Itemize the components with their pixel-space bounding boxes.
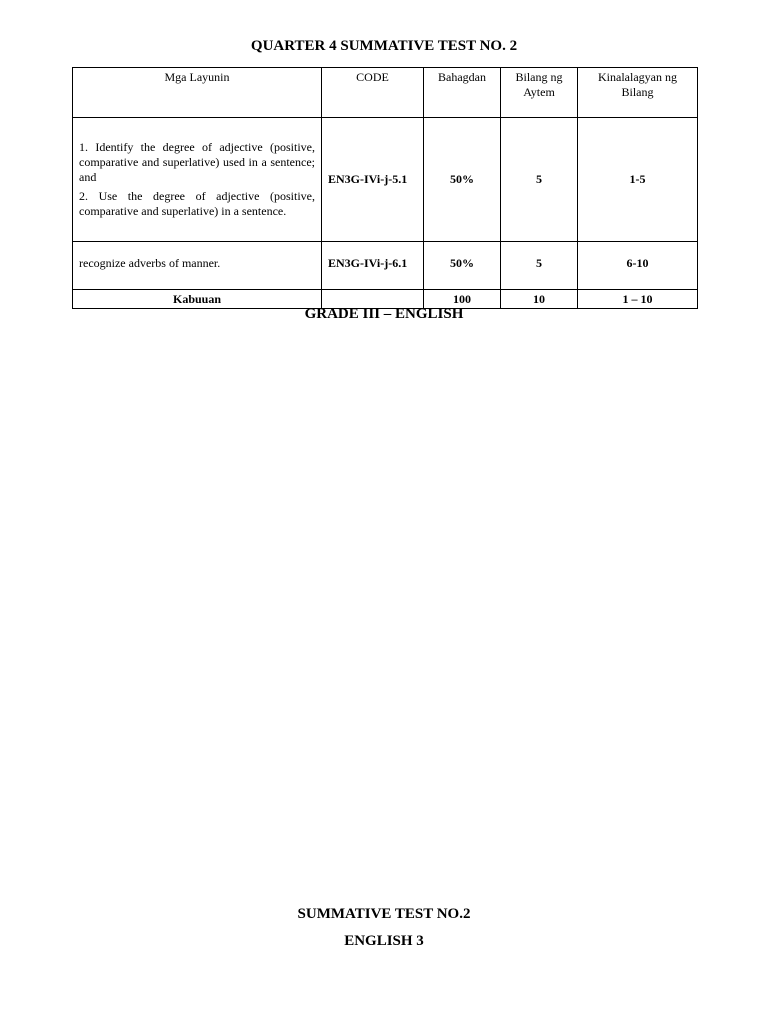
subject-heading: ENGLISH 3 — [344, 933, 424, 949]
grade-subject-heading: GRADE III – ENGLISH — [304, 306, 464, 322]
header-percentage: Bahagdan — [424, 68, 501, 118]
items-cell: 5 — [501, 118, 578, 242]
total-placement: 1 – 10 — [578, 290, 698, 309]
table-row — [73, 118, 698, 242]
placement-cell: 6-10 — [578, 242, 698, 290]
percentage-cell: 50% — [424, 118, 501, 242]
objective-text: recognize adverbs of manner. — [79, 256, 221, 270]
header-objectives: Mga Layunin — [73, 68, 322, 118]
table-of-specifications — [72, 67, 698, 309]
test-heading: SUMMATIVE TEST NO.2 — [297, 906, 471, 922]
total-percentage: 100 — [424, 290, 501, 309]
table-header-row — [73, 68, 698, 118]
header-code: CODE — [322, 68, 424, 118]
code-cell: EN3G-IVi-j-6.1 — [322, 242, 424, 290]
objective-cell — [73, 242, 322, 290]
header-items: Bilang ng Aytem — [501, 68, 578, 118]
code-cell: EN3G-IVi-j-5.1 — [322, 118, 424, 242]
header-placement: Kinalalagyan ng Bilang — [578, 68, 698, 118]
objective-text: 1. Identify the degree of adjective (positive, comparative and superlative) used in a sentence; and — [79, 140, 315, 184]
percentage-cell: 50% — [424, 242, 501, 290]
document-title: QUARTER 4 SUMMATIVE TEST NO. 2 — [250, 38, 518, 54]
objective-cell — [73, 118, 322, 242]
table-row — [73, 242, 698, 290]
objective-text: 2. Use the degree of adjective (positive, comparative and superlative) in a sentence. — [79, 189, 315, 218]
total-items: 10 — [501, 290, 578, 309]
items-cell: 5 — [501, 242, 578, 290]
total-label: Kabuuan — [73, 290, 322, 309]
placement-cell: 1-5 — [578, 118, 698, 242]
